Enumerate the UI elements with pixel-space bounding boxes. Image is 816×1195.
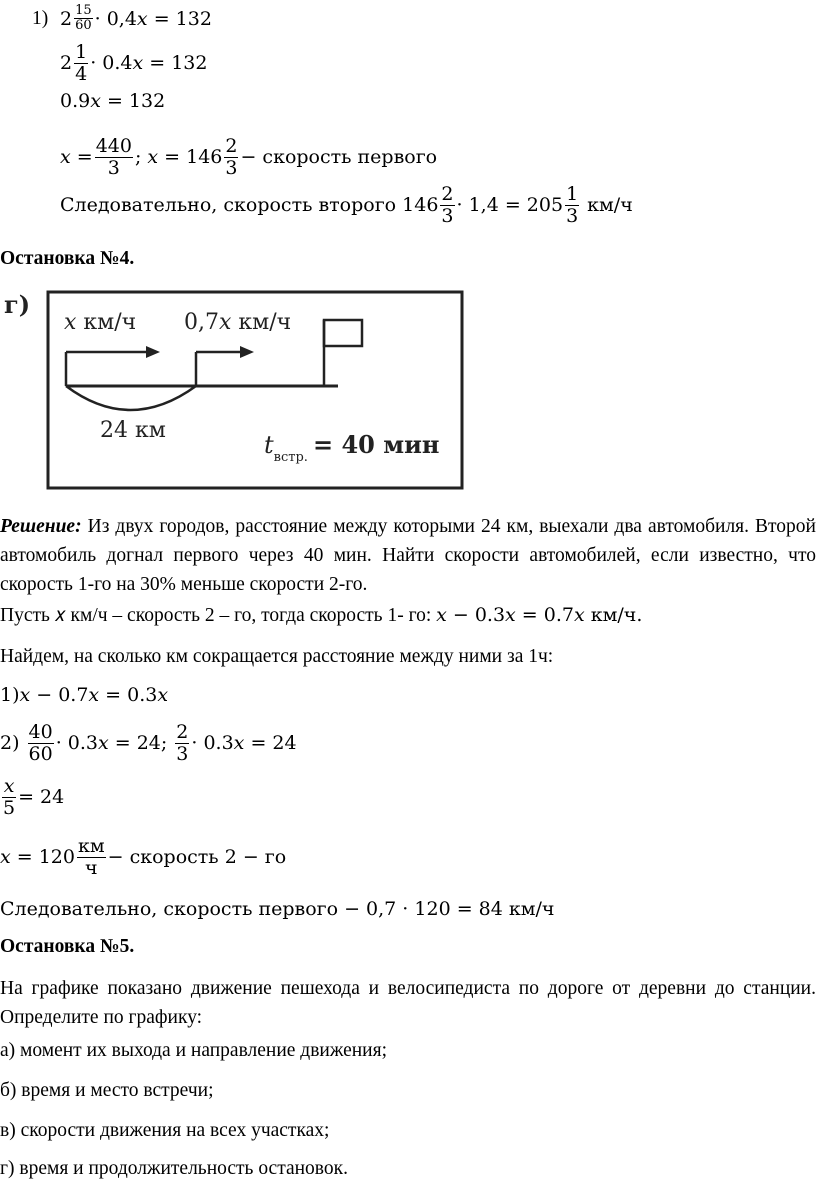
numerator: 40 [28, 721, 53, 743]
fraction [74, 4, 93, 34]
step-rest: · 0.3𝑥 = 24 [191, 732, 297, 755]
step-1: 1)𝑥 − 0.7𝑥 = 0.3𝑥 [0, 684, 169, 706]
let-statement [0, 604, 642, 627]
step-lhs: 𝑥 = 120 [0, 846, 75, 869]
denominator: 60 [28, 742, 53, 765]
item-number: 1) [32, 8, 49, 29]
section-heading-stop-4: Остановка №4. [0, 248, 135, 269]
denominator: 60 [75, 18, 92, 34]
mixed-whole: 2 [60, 7, 73, 30]
numerator: 1 [566, 183, 579, 205]
numerator: 440 [95, 135, 132, 157]
equation-mid: ; 𝑥 = 146 [134, 146, 223, 169]
step-rest: − скорость 2 − го [107, 846, 287, 869]
numerator: 1 [75, 41, 88, 63]
question-item: б) время и место встречи; [0, 1080, 214, 1101]
denominator: 5 [3, 796, 16, 819]
fraction [440, 184, 454, 227]
solution-label: Решение: [0, 516, 82, 537]
problem-text: Из двух городов, расстояние между которыми 24 км, выехали два автомобиля. Второй автомобиль догнал первого через 40 мин. Найти скорости автомобилей, если известно, что скорость 1-го на 30% меньше скорости 2-го. [0, 516, 816, 595]
fraction [28, 722, 54, 765]
equation-unit: км/ч [587, 194, 633, 217]
question-item: в) скорости движения на всех участках; [0, 1120, 330, 1141]
numerator: 2 [176, 721, 189, 743]
denominator: 3 [107, 156, 120, 179]
numerator: км [77, 835, 105, 857]
question-item: г) время и продолжительность остановок. [0, 1158, 348, 1179]
denominator: ч [85, 856, 98, 879]
time-symbol: 𝑡 [264, 431, 274, 459]
time-value: = 40 мин [313, 430, 440, 459]
equation-line-4 [60, 136, 437, 179]
fraction [77, 836, 106, 879]
meeting-time-label [264, 430, 440, 465]
car1-speed-label: 𝑥 км/ч [64, 310, 137, 335]
denominator: 3 [441, 204, 454, 227]
mixed-whole: 2 [60, 52, 73, 75]
equation-lhs: 𝑥 = [60, 146, 93, 169]
car1-arrow-head [146, 346, 160, 358]
problem-statement [0, 512, 816, 599]
equation-line-5 [60, 184, 633, 227]
question-item: а) момент их выхода и направление движения; [0, 1040, 388, 1061]
motion-diagram [0, 284, 470, 494]
equation-rest: · 0,4𝑥 = 132 [94, 7, 212, 30]
equation-rest: · 0.4𝑥 = 132 [90, 52, 208, 75]
equation-line-3: 0.9𝑥 = 132 [60, 90, 166, 112]
conclusion: Следовательно, скорость первого − 0,7 · 120 = 84 км/ч [0, 898, 555, 920]
step-prefix: 2) [0, 732, 20, 755]
car2-arrow-head [240, 346, 254, 358]
denominator: 3 [225, 156, 238, 179]
denominator: 4 [75, 62, 88, 85]
equation-mid: · 1,4 = 205 [456, 194, 564, 217]
fraction [95, 136, 133, 179]
car2-speed-label: 0,7𝑥 км/ч [184, 310, 292, 335]
flag [324, 320, 362, 346]
fraction [175, 722, 189, 765]
step-4 [0, 836, 286, 879]
fraction [565, 184, 579, 227]
distance-label: 24 км [100, 418, 166, 443]
step-mid: · 0.3𝑥 = 24; [55, 732, 168, 755]
find-statement: Найдем, на сколько км сокращается расстояние между ними за 1ч: [0, 646, 554, 667]
fraction [2, 776, 16, 819]
equation-line-1 [60, 4, 212, 34]
stop5-intro: На графике показано движение пешехода и велосипедиста по дороге от деревни до станции. Определите по графику: [0, 978, 816, 1028]
time-subscript: встр. [273, 450, 308, 465]
fraction [74, 42, 88, 85]
fraction [224, 136, 238, 179]
figure-label: г) [4, 290, 31, 319]
let-math: 𝑥 − 0.3𝑥 = 0.7𝑥 км/ч. [436, 604, 643, 626]
step-2 [0, 722, 297, 765]
equation-line-2 [60, 42, 207, 85]
equation-text: Следовательно, скорость второго 146 [60, 194, 439, 217]
numerator: 2 [441, 183, 454, 205]
numerator: 15 [75, 3, 92, 18]
denominator: 3 [176, 742, 189, 765]
section-heading-stop-5: Остановка №5. [0, 936, 135, 957]
step-3 [0, 776, 64, 819]
numerator: 𝑥 [3, 775, 15, 797]
equation-rest: − скорость первого [240, 146, 438, 169]
let-text: Пусть 𝑥 км/ч – скорость 2 – го, тогда скорость 1- го: [0, 605, 437, 626]
distance-arc [66, 386, 196, 410]
step-rest: = 24 [18, 786, 65, 809]
denominator: 3 [566, 204, 579, 227]
numerator: 2 [225, 135, 238, 157]
